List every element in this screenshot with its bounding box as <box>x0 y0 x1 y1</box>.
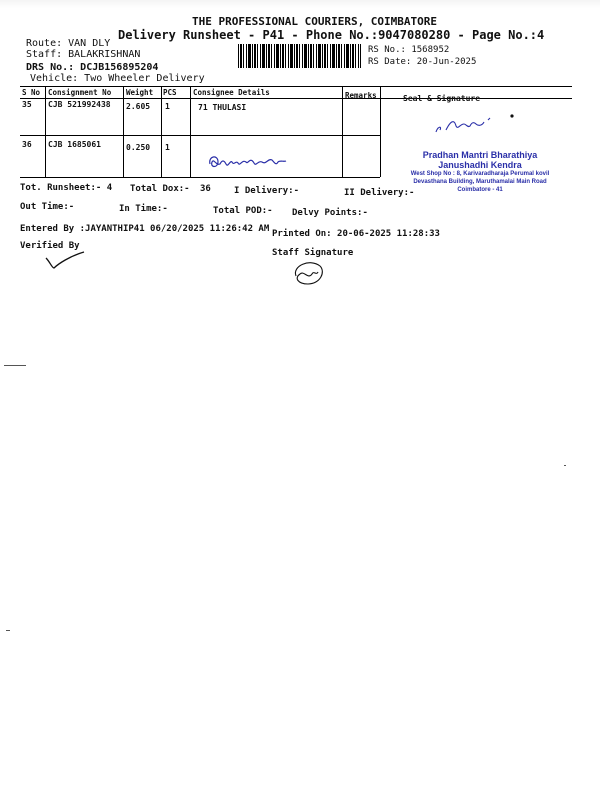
total-dox-value: 36 <box>200 184 211 194</box>
col-divider <box>123 86 124 177</box>
delvy-points: Delvy Points:- <box>292 208 368 218</box>
table-bottom-border <box>20 177 380 178</box>
stamp-line: West Shop No : 8, Karivaradharaja Perumal kovil <box>410 171 550 177</box>
header-weight: Weight <box>126 88 154 97</box>
runsheet-title: Delivery Runsheet - P41 - Phone No.:9047080280 - Page No.:4 <box>118 28 545 42</box>
stamp-line: Coimbatore - 41 <box>457 187 503 193</box>
barcode <box>238 44 361 68</box>
col-divider <box>380 86 381 177</box>
table-row-divider <box>20 135 380 136</box>
col-divider <box>342 86 343 177</box>
col-divider <box>161 86 162 177</box>
scan-mark <box>4 365 26 366</box>
header-remarks: Remarks <box>345 91 377 100</box>
total-pod: Total POD:- <box>213 206 273 216</box>
consignee-signature <box>206 150 296 174</box>
ii-delivery: II Delivery:- <box>344 188 415 198</box>
verified-by: Verified By <box>20 241 80 251</box>
col-divider <box>190 86 191 177</box>
verified-tick <box>44 248 88 272</box>
in-time: In Time:- <box>119 204 168 214</box>
row-weight: 2.605 <box>126 102 151 111</box>
header-pcs: PCS <box>163 88 177 97</box>
header-seal-signature: Seal & Signature <box>403 94 481 103</box>
printed-on: Printed On: 20-06-2025 11:28:33 <box>272 229 440 239</box>
pharmacy-stamp <box>392 146 568 206</box>
stamp-line: Janushadhi Kendra <box>438 160 522 170</box>
row-consignee: 71 THULASI <box>198 103 247 112</box>
row-sno: 36 <box>22 140 32 149</box>
table-header-border <box>20 98 572 99</box>
table-top-border <box>20 86 572 87</box>
scan-mark <box>564 465 566 466</box>
entered-by: Entered By :JAYANTHIP41 06/20/2025 11:26:42 AM <box>20 224 270 234</box>
total-dox-label: Total Dox:- <box>130 184 190 194</box>
route-label: Route: VAN DLY <box>26 38 111 49</box>
vehicle-label: Vehicle: Two Wheeler Delivery <box>30 73 205 84</box>
row-weight: 0.250 <box>126 143 151 152</box>
header-consignment: Consignment No <box>48 88 112 97</box>
staff-signature-label: Staff Signature <box>272 248 354 258</box>
drs-number: DRS No.: DCJB156895204 <box>26 62 159 73</box>
company-title: THE PROFESSIONAL COURIERS, COIMBATORE <box>192 15 438 28</box>
stamp-line: Devasthana Building, Maruthamalai Main Road <box>413 179 547 185</box>
out-time: Out Time:- <box>20 202 75 212</box>
col-divider <box>45 86 46 177</box>
stamp-line: Pradhan Mantri Bharathiya <box>422 150 538 160</box>
row-consignment: CJB 521992438 <box>48 100 111 109</box>
row-consignment: CJB 1685061 <box>48 140 101 149</box>
row-pcs: 1 <box>165 143 170 152</box>
tot-runsheet: Tot. Runsheet:- 4 <box>20 183 113 193</box>
rs-date: RS Date: 20-Jun-2025 <box>368 57 477 67</box>
row-sno: 35 <box>22 100 32 109</box>
scan-mark <box>6 630 10 631</box>
header-sno: S No <box>22 88 41 97</box>
i-delivery: I Delivery:- <box>234 186 300 196</box>
staff-signature <box>290 256 330 288</box>
staff-label: Staff: BALAKRISHNAN <box>26 49 141 60</box>
header-consignee: Consignee Details <box>193 88 270 97</box>
row-pcs: 1 <box>165 102 170 111</box>
rs-number: RS No.: 1568952 <box>368 45 450 55</box>
seal-scribble <box>432 112 516 138</box>
scan-edge <box>0 0 600 8</box>
